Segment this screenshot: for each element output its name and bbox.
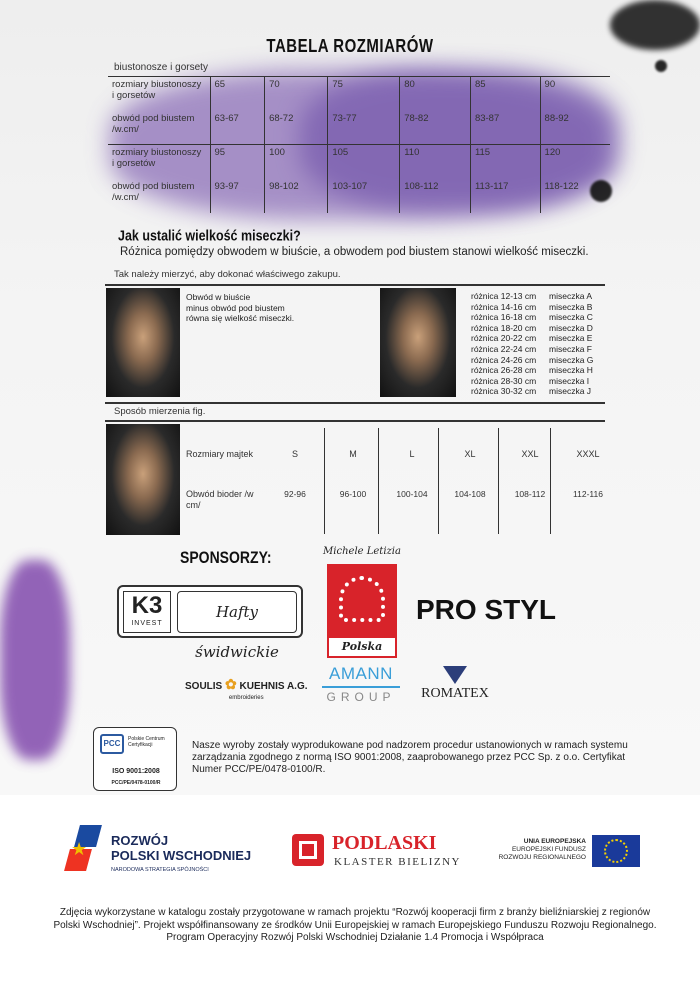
k3-logo-frame bbox=[123, 591, 171, 633]
black-ink-dot bbox=[655, 60, 667, 72]
podlaski-title: PODLASKI bbox=[332, 832, 437, 854]
hip-cell: 108-112 bbox=[514, 489, 546, 499]
podlaski-subtitle: KLASTER BIELIZNY bbox=[334, 856, 461, 868]
ue-line: UNIA EUROPEJSKA bbox=[523, 838, 586, 845]
hafty-logo-text: Hafty świdwickie bbox=[177, 591, 297, 633]
rozwoj-text bbox=[111, 833, 251, 863]
amann-text: AMANN bbox=[329, 664, 393, 683]
footer-text: Zdjęcia wykorzystane w katalogu zostały przygotowane w ramach projektu “Rozwój kooperacji firm z branży bieliźniarskiej z regionów Polski Wschodniej”. Projekt współfinansowany ze środków Unii Europejskiej w ramach Europejskiego Funduszu Rozwoju Regionalnego. Program Operacyjny Rozwój Polski Wschodniej Działanie 1.4 Promocja i Współpraca bbox=[53, 907, 657, 943]
ue-line: ROZWOJU REGIONALNEGO bbox=[498, 854, 586, 861]
rozwoj-line: POLSKI WSCHODNIEJ bbox=[111, 848, 252, 863]
list-item: różnica 28-30 cm miseczka I bbox=[471, 375, 590, 386]
table-row: rozmiary biustonoszy i gorsetów 95 100 105 110 115 120 bbox=[108, 145, 610, 179]
section-label: biustonosze i gorsety bbox=[114, 62, 208, 73]
size-cell: M bbox=[349, 449, 357, 459]
amann-underline bbox=[322, 686, 400, 688]
cup-heading: Jak ustalić wielkość miseczki? bbox=[118, 227, 301, 245]
pcc-org-line: Polskie Centrum bbox=[128, 736, 165, 742]
sponsors-title: SPONSORZY: bbox=[180, 547, 272, 567]
romatex-text: ROMATEX bbox=[421, 686, 489, 701]
podlaski-icon-inner bbox=[299, 841, 317, 859]
podlaski-icon bbox=[292, 834, 324, 866]
purple-splash-left bbox=[0, 560, 70, 760]
cup-description: Różnica pomiędzy obwodem w biuście, a obwodem pod biustem stanowi wielkość miseczki. bbox=[120, 246, 589, 258]
list-item: różnica 24-26 cm miseczka G bbox=[471, 354, 594, 365]
k3-logo-subtext: INVEST bbox=[131, 620, 163, 627]
table-row: rozmiary biustonoszy i gorsetów 65 70 75 80 85 90 bbox=[108, 77, 610, 111]
list-item: różnica 30-32 cm miseczka J bbox=[471, 386, 592, 397]
hip-cell: 112-116 bbox=[573, 489, 603, 499]
model-photo bbox=[106, 424, 180, 535]
polska-emblem-icon bbox=[339, 576, 385, 622]
group-text: GROUP bbox=[326, 690, 396, 704]
bra-size-table bbox=[108, 76, 610, 213]
list-item: różnica 12-13 cm miseczka A bbox=[471, 291, 592, 301]
column-divider bbox=[324, 428, 325, 534]
polska-label: Polska bbox=[329, 638, 395, 656]
measure-instructions: Obwód w biuście minus obwód pod biustem równa się wielkość miseczki. bbox=[186, 292, 295, 324]
rozwoj-star: ★ bbox=[71, 839, 88, 859]
list-item: różnica 22-24 cm miseczka F bbox=[471, 343, 592, 354]
cup-size-list bbox=[471, 291, 593, 397]
pcc-org-line: Certyfikacji bbox=[128, 742, 153, 748]
romatex-logo bbox=[414, 666, 496, 702]
prostyl-logo: PRO STYL bbox=[416, 594, 557, 625]
column-divider bbox=[550, 428, 551, 534]
hip-cell: 92-96 bbox=[284, 489, 306, 499]
list-item: różnica 14-16 cm miseczka B bbox=[471, 301, 593, 312]
pcc-org bbox=[128, 736, 165, 748]
embroideries-text: embroideries bbox=[228, 695, 264, 701]
list-item: różnica 26-28 cm miseczka H bbox=[471, 365, 593, 376]
pcc-certificate bbox=[93, 727, 177, 791]
iso-statement: Nasze wyroby zostały wyprodukowane pod nadzorem procedur ustanowionych w ramach systemu zarządzania zgodnego z normą ISO 9001:2008, zaaprobowanego przez PCC Sp. z o.o. Certyfikat Numer PCC/PE/0478-0100/R. bbox=[192, 740, 628, 775]
soulis-kuehnis-logo bbox=[185, 676, 308, 701]
k3-logo-text: K3 bbox=[131, 592, 163, 619]
divider bbox=[105, 284, 605, 286]
fig-note: Sposób mierzenia fig. bbox=[114, 406, 206, 417]
kuehnis-text: KUEHNIS A.G. bbox=[239, 681, 308, 692]
rozwoj-star-icon bbox=[67, 825, 105, 875]
model-photo bbox=[380, 288, 456, 397]
soulis-text: SOULIS bbox=[185, 681, 223, 692]
divider bbox=[105, 402, 605, 404]
table-row: obwód pod biustem /w.cm/ 63-67 68-72 73-77 78-82 83-87 88-92 bbox=[108, 111, 610, 145]
size-cell: XXL bbox=[521, 449, 539, 459]
ue-line: EUROPEJSKI FUNDUSZ bbox=[511, 846, 586, 853]
size-cell: L bbox=[409, 449, 415, 459]
panties-size-label: Rozmiary majtek bbox=[186, 449, 254, 459]
rozwoj-logo bbox=[67, 823, 267, 883]
hip-label: Obwód bioder /w cm/ bbox=[186, 489, 254, 510]
pcc-number: PCC/PE/0478-0100/R bbox=[111, 780, 161, 786]
measure-note: Tak należy mierzyć, aby dokonać właściwego zakupu. bbox=[114, 269, 341, 280]
triangle-icon bbox=[443, 666, 467, 684]
pcc-iso: ISO 9001:2008 bbox=[112, 768, 160, 775]
size-cell: XL bbox=[464, 449, 476, 459]
pcc-badge: PCC bbox=[100, 734, 124, 754]
size-cell: XXXL bbox=[576, 449, 600, 459]
rozwoj-line: ROZWÓJ bbox=[111, 833, 169, 848]
flower-icon: ✿ bbox=[225, 676, 237, 692]
list-item: różnica 16-18 cm miseczka C bbox=[471, 312, 593, 323]
model-photo bbox=[106, 288, 180, 397]
polska-logo-box bbox=[327, 564, 397, 658]
hip-cell: 104-108 bbox=[454, 489, 486, 499]
column-divider bbox=[378, 428, 379, 534]
k3-hafty-logo bbox=[117, 585, 303, 661]
rozwoj-subtitle: NARODOWA STRATEGIA SPÓJNOŚCI bbox=[111, 867, 209, 873]
table-row: obwód pod biustem /w.cm/ 93-97 98-102 103-107 108-112 113-117 118-122 bbox=[108, 179, 610, 213]
size-cell: S bbox=[291, 449, 298, 459]
hip-cell: 96-100 bbox=[339, 489, 367, 499]
eu-stars bbox=[604, 839, 628, 863]
column-divider bbox=[498, 428, 499, 534]
page-title: TABELA ROZMIARÓW bbox=[266, 36, 434, 57]
podlaski-logo bbox=[292, 832, 462, 872]
column-divider bbox=[438, 428, 439, 534]
eu-flag-icon bbox=[592, 835, 640, 867]
list-item: różnica 18-20 cm miseczka D bbox=[471, 322, 593, 333]
michele-letizia-text: Michele Letizia bbox=[323, 546, 401, 557]
amann-logo bbox=[322, 664, 400, 704]
list-item: różnica 20-22 cm miseczka E bbox=[471, 333, 593, 344]
polska-logo bbox=[322, 546, 402, 658]
ue-text bbox=[490, 838, 586, 862]
divider bbox=[105, 420, 605, 422]
hip-cell: 100-104 bbox=[396, 489, 428, 499]
